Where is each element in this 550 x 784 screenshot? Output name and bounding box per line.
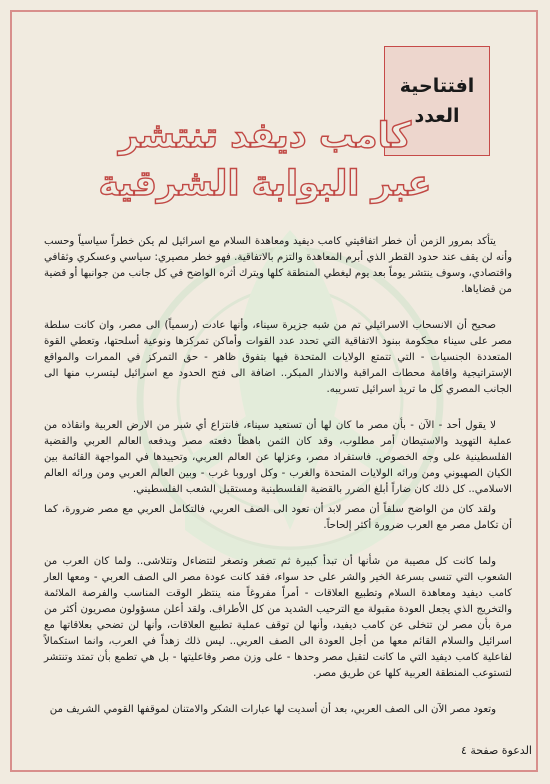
- paragraph-5: ولما كانت كل مصيبة من شأنها أن تبدأ كبيرة ثم تصغر وتصغر لتتضاءل وتتلاشى.. ولما كان العرب من الشعوب التي تنسى بسرعة الخير والشر على حد سواء، فقد كانت عودة مصر الى الصف العربي - ومعها العار كامب ديفيد ومعاهدة السلام وتطبيع العلاقات - أمراً مفروغاً منه ينتظر الوقت المناسب والفرصة الملائمة والتخريج الذي يجعل العودة مقبولة مع الترحيب الشديد من كل الأطراف. ولقد أعلن مسؤولون مصريون أكثر من مرة بأن مصر لن تتخلى عن كامب ديفيد، وأنها لن توقف عملية تطبيع العلاقات، وأنها لن تضحي بعلاقاتها مع اسرائيل والسلام القائم معها من أجل العودة الى الصف العربي.. ليس ذلك زهداً في العرب، وانما استكمالاً لفاعلية كامب ديفيد التي ما كانت لتقبل مصر وحدها - على وزن مصر وفاعليتها - بل هي تطمع بأن تمتد وتنتشر لتستوعب المنطقة العربية كلها عن طريق مصر.: [44, 556, 512, 679]
- paragraph-6: وتعود مصر الآن الى الصف العربي، بعد أن أسديت لها عبارات الشكر والامتنان لموقفها القومي الشريف من: [49, 704, 496, 715]
- paragraph-1: يتأكد بمرور الزمن أن خطر اتفاقيتي كامب ديفيد ومعاهدة السلام مع اسرائيل لم يكن خطراً سياسياً وحسب وأنه لن يقف عند حدود القطر الذي أبرم المعاهدة والتزم بالاتفاقية. فهو خطر مصيري: سياسي وعسكري وثقافي واقتصادي، وسوف ينتشر يوماً بعد يوم ليغطي المنطقة كلها ويترك أثره الواضح في كل جانب من جوانبها أو قضية من قضاياها.: [44, 236, 512, 295]
- paragraph-3: لا يقول أحد - الآن - بأن مصر ما كان لها أن تستعيد سيناء، فانتزاع أي شبر من الارض العربية وانقاذه من عملية التهويد والاستيطان أمر مطلوب، وقد كان الثمن باهظاً دفعته مصر ويدفعه العالم العربي والقضية الفلسطينية على وجه الخصوص. فاستفراد مصر، وعزلها عن العالم العربي، وتحييدها في المواجهة القائمة بين الكيان الصهيوني ومن ورائه الولايات المتحدة والغرب - وكل اوروبا غرب - وبين العالم العربي ومن ورائه العالم الاسلامي.. كل ذلك كان ضاراً أبلغ الضرر بالقضية الفلسطينية ومستقبل الشعب الفلسطيني.: [44, 420, 512, 495]
- section-label-line1: افتتاحية: [399, 75, 475, 97]
- article-body: [44, 234, 512, 738]
- paragraph-4: ولقد كان من الواضح سلفاً أن مصر لابد أن تعود الى الصف العربي، فالتكامل العربي مع مصر ضرورة، كما أن تكامل مصر مع العرب ضرورة أكثر إلحاحاً.: [44, 504, 512, 531]
- paragraph-2: صحيح أن الانسحاب الاسرائيلي تم من شبه جزيرة سيناء، وأنها عادت (رسمياً) الى مصر، وان كانت سلطة مصر على سيناء محكومة ببنود الاتفاقية التي تحدد عدد القوات وأماكن تمركزها ونوعية أسلحتها، وتعطي القوة المتعددة الجنسيات - التي تتمتع الولايات المتحدة فيها بتفوق ظاهر - حق التمركز في الممرات والمواقع الإستراتيجية واقامة محطات المراقبة والانذار المبكر.. اضافة الى فتح الحدود مع اسرائيل ليتسرب منها الى الجانب المصري كل ما تريد اسرائيل تسريبه.: [44, 320, 512, 395]
- section-label-line2: العدد: [414, 105, 460, 127]
- page-footer: الدعوة صفحة ٤: [460, 744, 532, 757]
- headline-line2: عبر البوابة الشرقية: [98, 164, 432, 204]
- headline-line1: كامب ديفد تنتشر: [118, 116, 412, 156]
- headline: [80, 112, 450, 208]
